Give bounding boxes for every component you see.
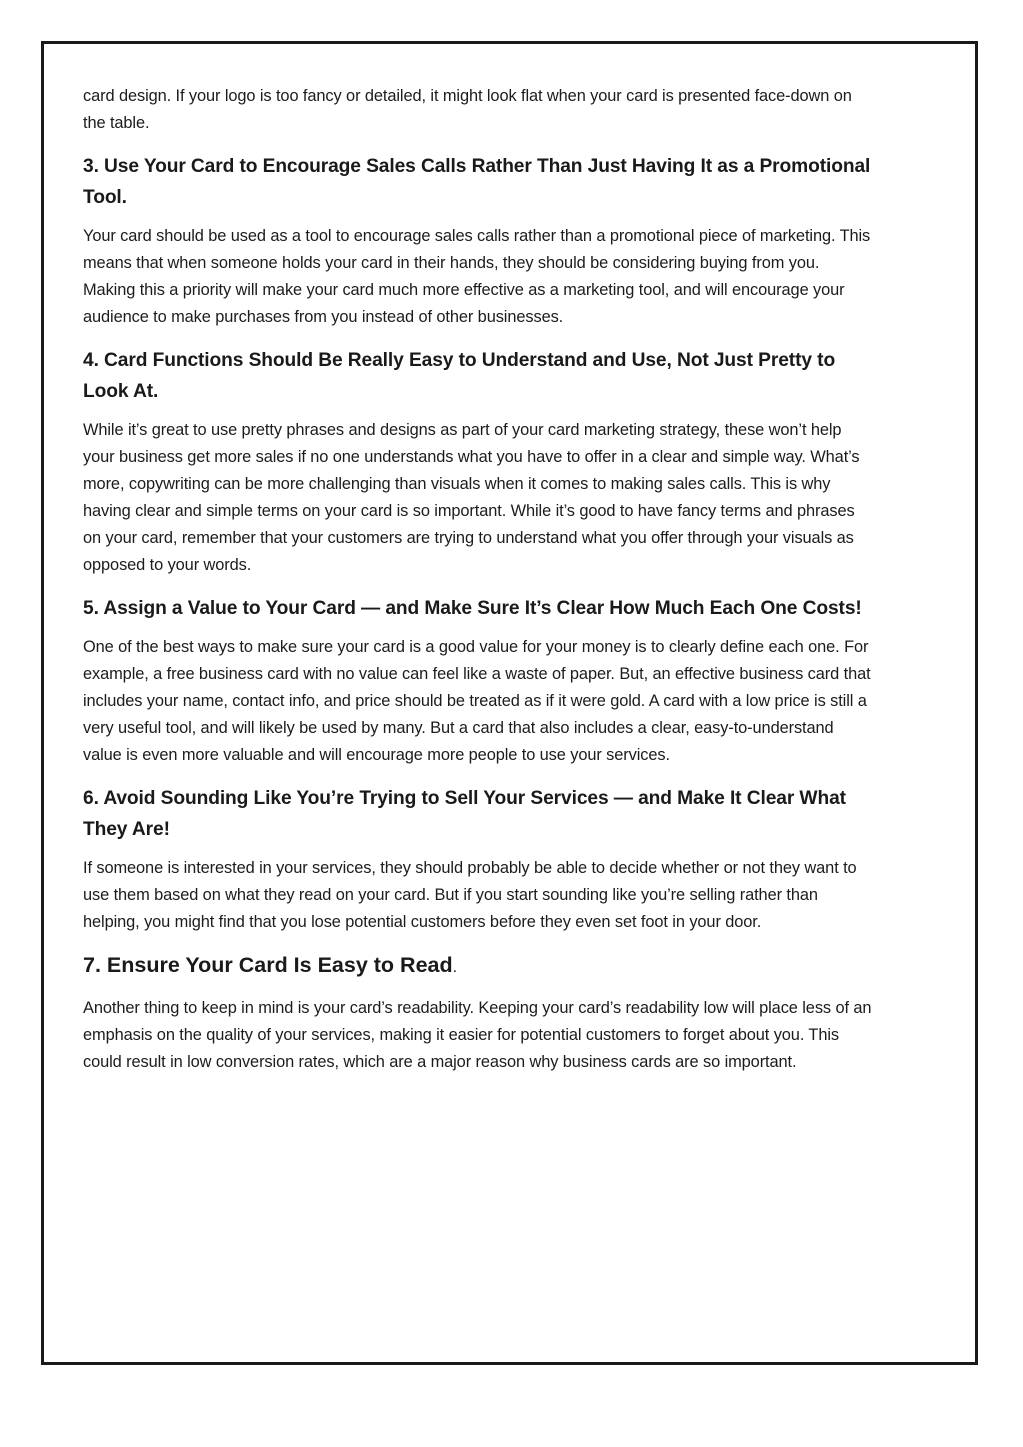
section-heading-6: 6. Avoid Sounding Like You’re Trying to Sell Your Services — and Make It Clear What They Are! [83,788,846,840]
document-content [83,83,873,1090]
section-heading-4: 4. Card Functions Should Be Really Easy to Understand and Use, Not Just Pretty to Look At. [83,350,836,402]
intro-paragraph: card design. If your logo is too fancy or detailed, it might look flat when your card is presented face-down on the table. [83,87,852,132]
section-heading-7-text: 7. Ensure Your Card Is Easy to Read [83,953,453,977]
section-body-5: One of the best ways to make sure your card is a good value for your money is to clearly define each one. For example, a free business card with no value can feel like a waste of paper. But, an effective business card that includes your name, contact info, and price should be treated as if it were gold. A card with a low price is still a very useful tool, and will likely be used by many. But a card that also includes a clear, easy-to-understand value is even more valuable and will encourage more people to use your services. [83,638,871,764]
section-heading-7 [83,950,873,983]
section-body-6: If someone is interested in your services, they should probably be able to decide whether or not they want to use them based on what they read on your card. But if you start sounding like you’re selling rather than helping, you might find that you lose potential customers before they even set foot in your door. [83,859,857,931]
section-body-3: Your card should be used as a tool to encourage sales calls rather than a promotional piece of marketing. This means that when someone holds your card in their hands, they should be considering buying from you. Making this a priority will make your card much more effective as a marketing tool, and will encourage your audience to make purchases from you instead of other businesses. [83,227,871,326]
section-heading-7-trail: . [452,959,458,976]
section-body-4: While it’s great to use pretty phrases and designs as part of your card marketing strategy, these won’t help your business get more sales if no one understands what you have to offer in a clear and simple way. What’s more, copywriting can be more challenging than visuals when it comes to making sales calls. This is why having clear and simple terms on your card is so important. While it’s good to have fancy terms and phrases on your card, remember that your customers are trying to understand what you offer through your visuals as opposed to your words. [83,421,860,574]
section-heading-5: 5. Assign a Value to Your Card — and Make Sure It’s Clear How Much Each One Costs! [83,598,862,619]
section-body-7: Another thing to keep in mind is your card’s readability. Keeping your card’s readability low will place less of an emphasis on the quality of your services, making it easier for potential customers to forget about you. This could result in low conversion rates, which are a major reason why business cards are so important. [83,999,872,1071]
section-heading-3: 3. Use Your Card to Encourage Sales Calls Rather Than Just Having It as a Promotional Tool. [83,156,871,208]
